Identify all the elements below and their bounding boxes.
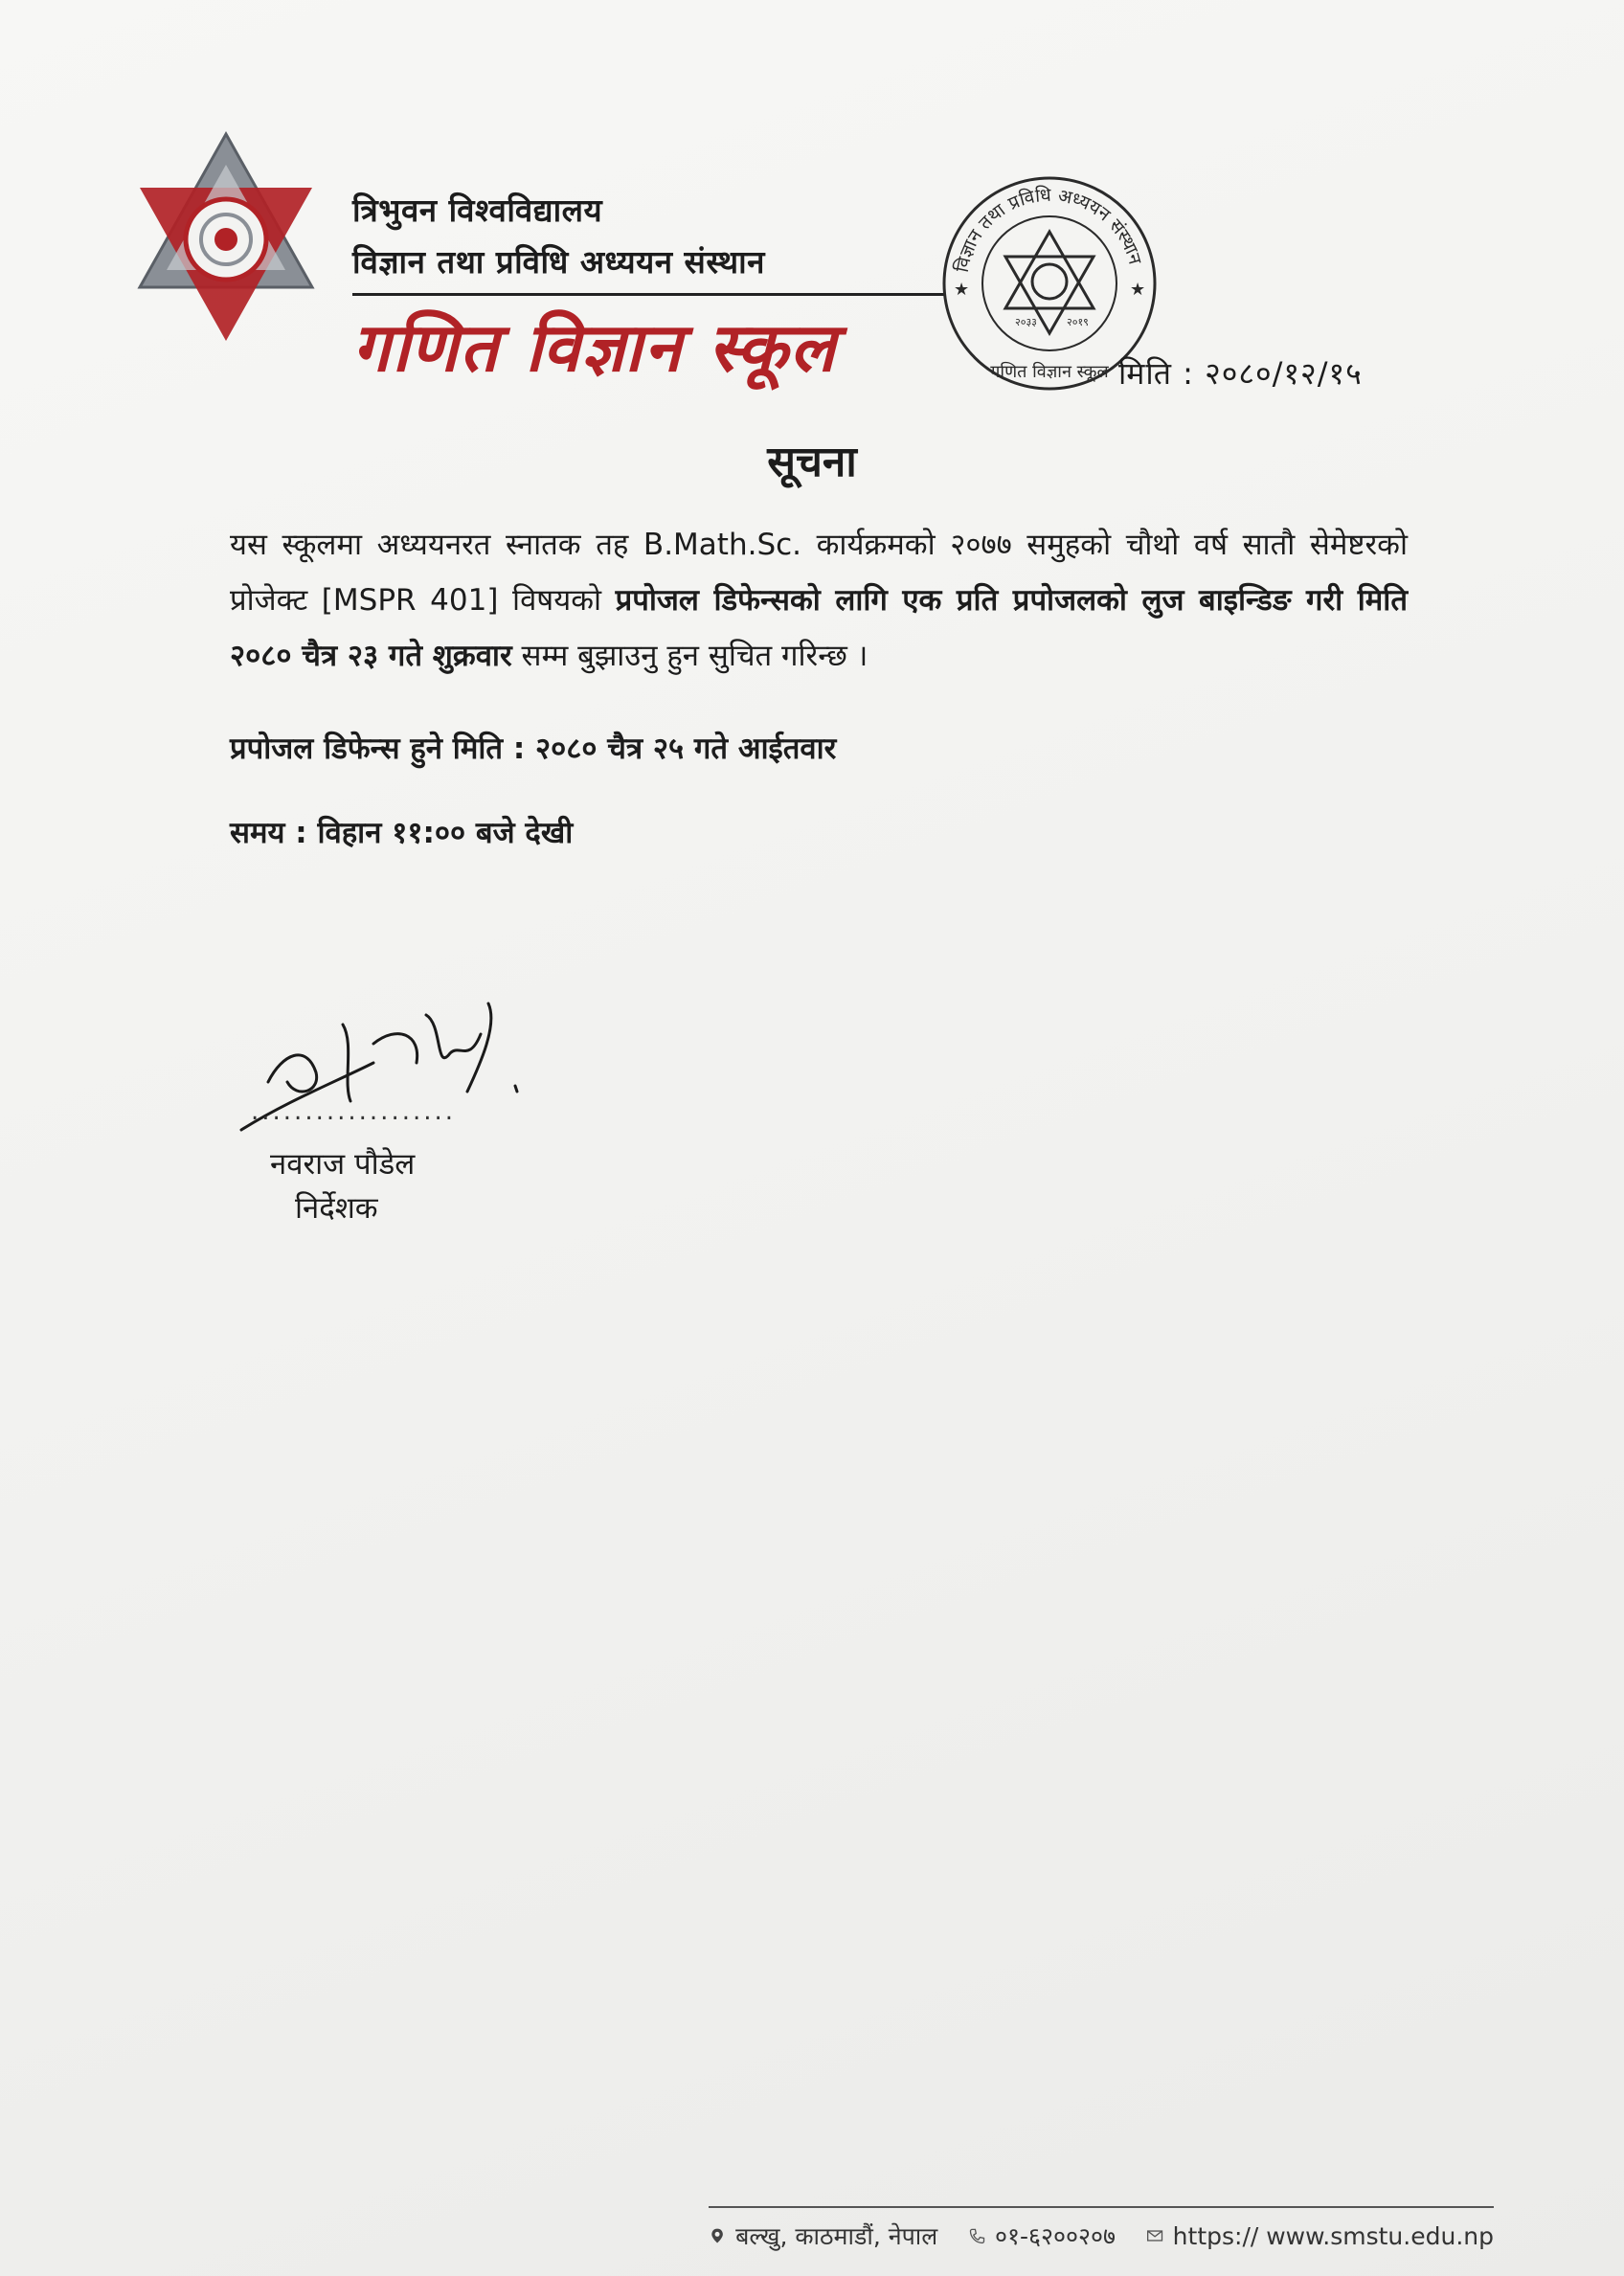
footer-website[interactable]: https:// www.smstu.edu.np [1172,2221,1494,2250]
para-text-1: यस स्कूलमा अध्ययनरत स्नातक तह B.Math.Sc. कार्यक्रमको २०७७ समुहको चौथो वर्ष सातौ सेमेष्टरको प्रोजेक्ट [MSPR 401] विषयको [230,528,1408,618]
mail-icon [1146,2225,1163,2246]
svg-text:२०१९: २०१९ [1067,316,1089,328]
institute-name: विज्ञान तथा प्रविधि अध्ययन संस्थान [352,243,765,281]
para-text-2: सम्म बुझाउनु हुन सुचित गरिन्छ । [511,639,868,673]
school-name: गणित विज्ञान स्कूल [352,308,838,387]
defense-date: प्रपोजल डिफेन्स हुने मिति : २०८० चैत्र २५ गते आईतवार [230,732,837,766]
notice-title: सूचना [767,438,857,486]
location-pin-icon [709,2225,726,2246]
signer-name: नवराज पौडेल [270,1147,416,1182]
university-name: त्रिभुवन विश्वविद्यालय [352,192,603,229]
svg-text:★: ★ [954,280,970,300]
defense-time: समय : विहान ११:०० बजे देखी [230,816,574,850]
tu-logo-icon [132,126,320,349]
signature-line: ................... [251,1097,457,1126]
notice-date: मिति : २०८०/१२/१५ [1118,355,1363,392]
header-divider [352,293,965,296]
footer-phone: ०१-६२००२०७ [994,2222,1116,2250]
svg-text:विज्ञान तथा प्रविधि अध्ययन संस: विज्ञान तथा प्रविधि अध्ययन संस्थान [951,184,1146,275]
svg-text:२०३३: २०३३ [1015,316,1037,328]
svg-text:गणित विज्ञान स्कूल: गणित विज्ञान स्कूल [990,362,1109,382]
footer-divider [709,2206,1494,2208]
para-text-bold: प्रपोजल डिफेन्सको लागि एक प्रति प्रपोजलको लुज बाइन्डिङ गरी मिति २०८० चैत्र २३ गते शुक्रवार [230,583,1408,673]
svg-text:★: ★ [1130,280,1146,300]
footer-address: बल्खु, काठमाडौं, नेपाल [735,2222,938,2250]
signer-title: निर्देशक [295,1191,378,1226]
phone-icon [968,2225,985,2246]
footer [709,2220,1494,2252]
notice-paragraph [230,517,1408,684]
